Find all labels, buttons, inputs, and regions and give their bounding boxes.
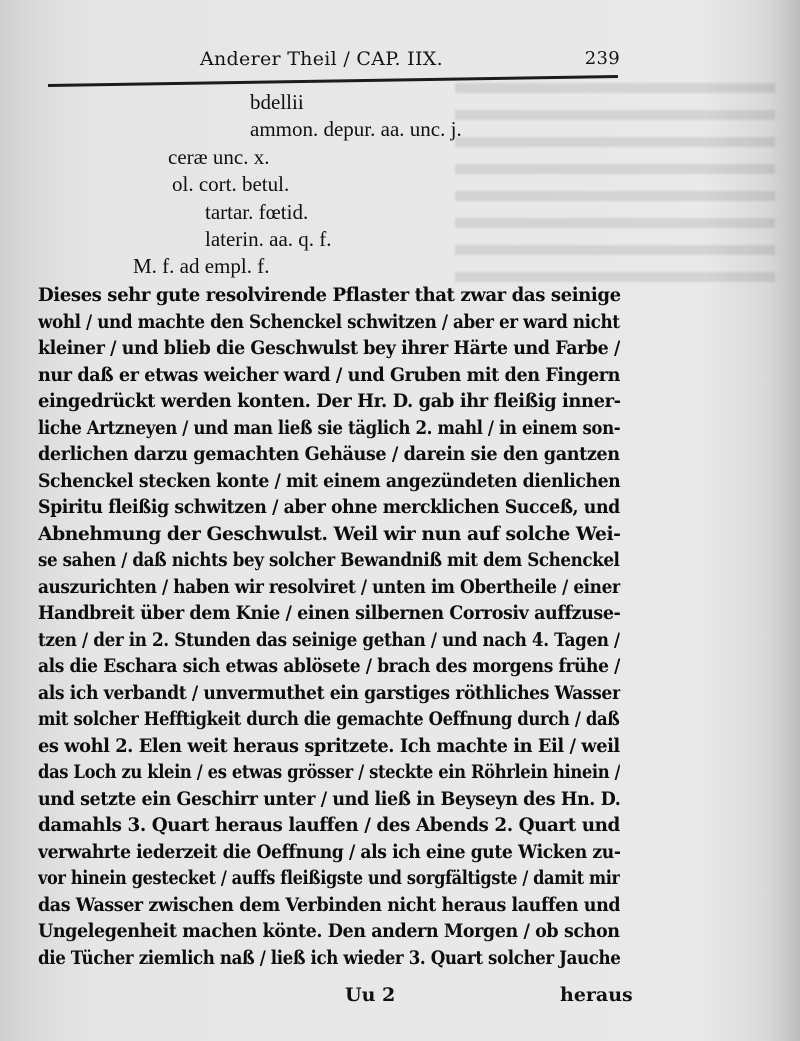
text-line: damahls 3. Quart heraus lauffen / des Abends 2. Quart und [38, 814, 620, 836]
text-line: se sahen / daß nichts bey solcher Bewandniß mit dem Schenckel [38, 549, 620, 571]
signature-mark: Uu 2 [345, 984, 396, 1006]
text-line: die Tücher ziemlich naß / ließ ich wieder 3. Quart solcher Jauche [38, 946, 621, 969]
text-line: als die Eschara sich etwas ablösete / brach des morgens frühe / [38, 655, 620, 677]
text-line: Spiritu fleißig schwitzen / aber ohne mercklichen Succeß, und [38, 496, 620, 518]
text-line: verwahrte iederzeit die Oeffnung / als ich eine gute Wicken zu- [38, 840, 621, 863]
recipe-line: ceræ unc. x. [168, 145, 270, 169]
text-line: nur daß er etwas weicher ward / und Gruben mit den Fingern [38, 363, 621, 386]
text-line: das Loch zu klein / es etwas grösser / steckte ein Röhrlein hinein / [38, 761, 620, 783]
recipe-line: tartar. fœtid. [205, 200, 309, 224]
text-line: derlichen darzu gemachten Gehäuse / darein sie den gantzen [38, 443, 620, 465]
running-title: Anderer Theil / CAP. IIX. [200, 48, 443, 70]
recipe-line: M. f. ad empl. f. [133, 254, 270, 278]
text-line: Schenckel stecken konte / mit einem angezündeten dienlichen [38, 469, 621, 492]
text-line: wohl / und machte den Schenckel schwitzen / aber er ward nicht [38, 310, 620, 333]
text-line: vor hinein gestecket / auffs fleißigste und sorgfältigste / damit mir [38, 867, 620, 889]
text-line: liche Artzneyen / und man ließ sie täglich 2. mahl / in einem son- [38, 416, 621, 439]
text-line: Abnehmung der Geschwulst. Weil wir nun auf solche Wei- [38, 522, 621, 545]
text-line: als ich verbandt / unvermuthet ein garstiges röthliches Wasser [38, 681, 621, 704]
recipe-line: ol. cort. betul. [172, 172, 290, 196]
show-through-bleed [455, 72, 775, 282]
text-line: auszurichten / haben wir resolviret / unten im Obertheile / einer [38, 575, 621, 598]
text-line: es wohl 2. Elen weit heraus spritzete. Ich machte in Eil / weil [38, 734, 620, 757]
text-line: Handbreit über dem Knie / einen silbernen Corrosiv auffzuse- [38, 602, 621, 624]
text-line: eingedrückt werden konten. Der Hr. D. gab ihr fleißig inner- [38, 390, 621, 412]
text-line: Ungelegenheit machen könte. Den andern Morgen / ob schon [38, 920, 620, 942]
text-line: das Wasser zwischen dem Verbinden nicht heraus lauffen und [38, 893, 620, 916]
text-line: tzen / der in 2. Stunden das seinige gethan / und nach 4. Tagen / [38, 628, 620, 651]
recipe-line: ammon. depur. aa. unc. j. [250, 117, 462, 141]
recipe-line: bdellii [250, 90, 304, 114]
text-line: Dieses sehr gute resolvirende Pflaster that zwar das seinige [38, 284, 621, 306]
text-line: kleiner / und blieb die Geschwulst bey ihrer Härte und Farbe / [38, 337, 620, 359]
page-number: 239 [584, 48, 620, 69]
recipe-line: laterin. aa. q. f. [205, 227, 332, 251]
text-line: und setzte ein Geschirr unter / und ließ in Beyseyn des Hn. D. [38, 787, 621, 810]
text-line: mit solcher Hefftigkeit durch die gemachte Oeffnung durch / daß [38, 708, 620, 730]
catchword: heraus [560, 984, 633, 1006]
